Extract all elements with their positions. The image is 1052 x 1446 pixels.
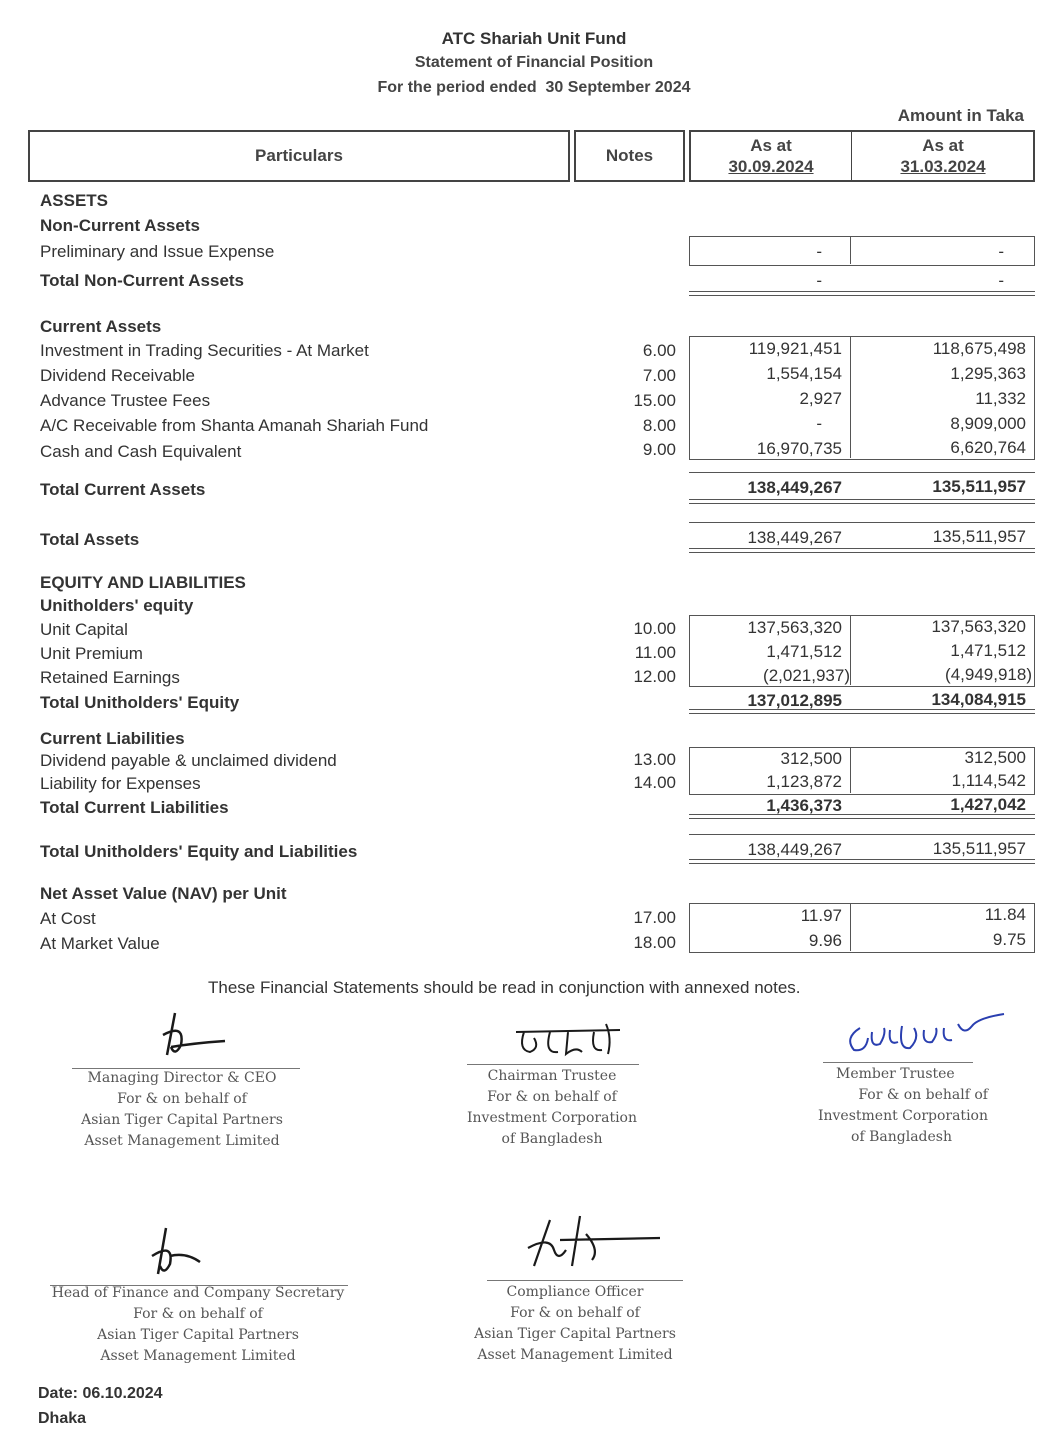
current-asset-note: 7.00 bbox=[642, 366, 676, 385]
equity-row-label: Unit Capital bbox=[40, 620, 128, 639]
equity-row-v2: 1,471,512 bbox=[950, 641, 1026, 660]
grand-total-v1: 138,449,267 bbox=[747, 840, 842, 859]
amount-header bbox=[689, 130, 1035, 182]
signatory-on-behalf: For & on behalf of bbox=[117, 1091, 247, 1107]
equity-row-label: Unit Premium bbox=[40, 644, 143, 663]
chairman-signatory bbox=[432, 1066, 672, 1150]
grand-total-label: Total Unitholders' Equity and Liabilities bbox=[40, 842, 358, 861]
equity-row-v1: (2,021,937) bbox=[763, 666, 850, 685]
current-asset-v1: 2,927 bbox=[799, 389, 842, 408]
assets-heading: ASSETS bbox=[40, 191, 109, 210]
total-equity-label: Total Unitholders' Equity bbox=[40, 693, 240, 712]
compliance-officer-signatory bbox=[455, 1282, 695, 1366]
col2-header bbox=[853, 135, 1033, 177]
equity-row-v2: 137,563,320 bbox=[931, 617, 1026, 636]
total-liabilities-double-rule bbox=[689, 814, 1035, 819]
current-asset-note: 6.00 bbox=[642, 341, 676, 360]
signatory-org-line1: Investment Corporation bbox=[817, 1108, 988, 1124]
nav-row-v2: 9.75 bbox=[992, 930, 1026, 949]
nav-row-note: 17.00 bbox=[633, 908, 676, 927]
nav-row-label: At Market Value bbox=[40, 934, 160, 953]
equity-row-v1: 137,563,320 bbox=[747, 618, 842, 637]
equity-row-v1: 1,471,512 bbox=[766, 642, 842, 661]
particulars-header-label: Particulars bbox=[255, 146, 343, 165]
signatory-on-behalf: For & on behalf of bbox=[858, 1087, 988, 1103]
current-asset-v1: 119,921,451 bbox=[748, 339, 842, 358]
equity-row-v2: (4,949,918) bbox=[945, 665, 1032, 684]
current-asset-label: Cash and Cash Equivalent bbox=[40, 442, 242, 461]
signatory-title: Head of Finance and Company Secretary bbox=[51, 1285, 345, 1301]
total-assets-double-rule bbox=[689, 548, 1035, 553]
current-asset-label: Dividend Receivable bbox=[40, 366, 195, 385]
compliance-officer-signature-line bbox=[487, 1280, 683, 1281]
signatory-org-line1: Asian Tiger Capital Partners bbox=[474, 1326, 676, 1342]
liability-row-v2: 312,500 bbox=[964, 748, 1026, 767]
current-asset-label: Advance Trustee Fees bbox=[40, 391, 211, 410]
head-finance-signatory bbox=[48, 1283, 348, 1367]
total-assets-label: Total Assets bbox=[40, 530, 140, 549]
current-asset-v1: - bbox=[816, 414, 822, 433]
member-trustee-signatory bbox=[778, 1064, 1018, 1148]
nav-row-v1: 9.96 bbox=[808, 931, 842, 950]
signatory-org-line2: of Bangladesh bbox=[501, 1131, 603, 1147]
current-liabilities-heading: Current Liabilities bbox=[40, 729, 185, 748]
disclaimer-text: These Financial Statements should be read in conjunction with annexed notes. bbox=[208, 978, 801, 997]
equity-box-divider bbox=[850, 616, 851, 685]
fund-name: ATC Shariah Unit Fund bbox=[441, 29, 627, 48]
signatory-title: Compliance Officer bbox=[506, 1284, 644, 1300]
signatory-title: Chairman Trustee bbox=[487, 1068, 617, 1084]
member-trustee-signature-line bbox=[823, 1062, 973, 1063]
liability-row-v1: 312,500 bbox=[780, 749, 842, 768]
total-current-assets-v2: 135,511,957 bbox=[932, 477, 1026, 496]
total-current-liabilities-label: Total Current Liabilities bbox=[40, 798, 229, 817]
member-trustee-signature bbox=[840, 1008, 1010, 1060]
statement-place: Dhaka bbox=[38, 1410, 87, 1427]
total-current-liabilities-v1: 1,436,373 bbox=[766, 796, 842, 815]
preliminary-box-divider bbox=[850, 237, 851, 264]
unitholders-equity-heading: Unitholders' equity bbox=[40, 596, 194, 615]
notes-header-label: Notes bbox=[605, 146, 654, 165]
current-assets-box-divider bbox=[850, 337, 851, 458]
col1-header-date: 30.09.2024 bbox=[728, 157, 814, 176]
liability-row-label: Dividend payable & unclaimed dividend bbox=[40, 751, 337, 770]
nav-row-label: At Cost bbox=[40, 909, 96, 928]
total-assets-v1: 138,449,267 bbox=[747, 528, 842, 547]
signatory-title: Managing Director & CEO bbox=[87, 1070, 277, 1086]
total-current-assets-double-rule bbox=[689, 499, 1035, 504]
compliance-officer-signature bbox=[520, 1210, 670, 1276]
liability-row-label: Liability for Expenses bbox=[40, 774, 201, 793]
liability-row-v2: 1,114,542 bbox=[951, 771, 1026, 790]
total-assets-top-rule bbox=[689, 522, 1035, 523]
total-equity-v2: 134,084,915 bbox=[931, 690, 1026, 709]
current-asset-v2: 11,332 bbox=[975, 389, 1026, 408]
preliminary-expense-label: Preliminary and Issue Expense bbox=[40, 242, 275, 261]
preliminary-box bbox=[689, 236, 1035, 266]
currency-note: Amount in Taka bbox=[897, 106, 1024, 125]
total-non-current-assets-v2: - bbox=[998, 271, 1004, 290]
chairman-signature bbox=[510, 1018, 630, 1062]
total-non-current-assets-label: Total Non-Current Assets bbox=[40, 271, 245, 290]
equity-row-label: Retained Earnings bbox=[40, 668, 180, 687]
col2-header-date: 31.03.2024 bbox=[900, 157, 986, 176]
md-ceo-signature bbox=[145, 1005, 235, 1065]
total-equity-double-rule bbox=[689, 709, 1035, 714]
signatory-org-line1: Asian Tiger Capital Partners bbox=[81, 1112, 283, 1128]
current-asset-v2: 8,909,000 bbox=[950, 414, 1026, 433]
current-asset-note: 15.00 bbox=[633, 391, 676, 410]
head-finance-signature bbox=[140, 1222, 220, 1284]
grand-total-v2: 135,511,957 bbox=[932, 839, 1026, 858]
preliminary-expense-v1: - bbox=[816, 242, 822, 261]
total-current-liabilities-v2: 1,427,042 bbox=[950, 795, 1026, 814]
notes-header bbox=[574, 130, 685, 182]
total-assets-v2: 135,511,957 bbox=[932, 527, 1026, 546]
preliminary-expense-v2: - bbox=[998, 242, 1004, 261]
current-assets-heading: Current Assets bbox=[40, 317, 162, 336]
md-ceo-signatory bbox=[62, 1068, 302, 1152]
equity-row-note: 10.00 bbox=[633, 619, 676, 638]
nav-heading: Net Asset Value (NAV) per Unit bbox=[40, 884, 287, 903]
total-current-assets-label: Total Current Assets bbox=[40, 480, 206, 499]
total-non-current-double-rule bbox=[689, 291, 1035, 296]
signatory-org-line2: of Bangladesh bbox=[851, 1129, 952, 1145]
signatory-title: Member Trustee bbox=[836, 1066, 955, 1082]
signatory-on-behalf: For & on behalf of bbox=[487, 1089, 617, 1105]
liability-row-note: 14.00 bbox=[633, 773, 676, 792]
current-asset-v2: 1,295,363 bbox=[950, 364, 1026, 383]
current-asset-label: Investment in Trading Securities - At Market bbox=[40, 341, 369, 360]
liability-row-v1: 1,123,872 bbox=[766, 772, 842, 791]
amount-header-divider bbox=[851, 132, 852, 180]
current-asset-v2: 118,675,498 bbox=[932, 339, 1026, 358]
signatory-org-line2: Asset Management Limited bbox=[100, 1348, 296, 1364]
chairman-signature-line bbox=[467, 1064, 639, 1065]
current-asset-v2: 6,620,764 bbox=[950, 438, 1026, 457]
grand-total-double-rule bbox=[689, 859, 1035, 864]
signatory-on-behalf: For & on behalf of bbox=[133, 1306, 263, 1322]
total-current-assets-v1: 138,449,267 bbox=[747, 478, 842, 497]
total-equity-v1: 137,012,895 bbox=[747, 691, 842, 710]
non-current-assets-heading: Non-Current Assets bbox=[40, 216, 200, 235]
current-asset-label: A/C Receivable from Shanta Amanah Shariah Fund bbox=[40, 416, 429, 435]
nav-row-note: 18.00 bbox=[633, 933, 676, 952]
liabilities-box-divider bbox=[850, 748, 851, 793]
nav-box bbox=[689, 903, 1035, 953]
total-current-assets-top-rule bbox=[689, 472, 1035, 473]
signatory-org-line2: Asset Management Limited bbox=[84, 1133, 280, 1149]
statement-date: Date: 06.10.2024 bbox=[38, 1385, 163, 1402]
signatory-org-line1: Asian Tiger Capital Partners bbox=[97, 1327, 299, 1343]
total-non-current-assets-v1: - bbox=[816, 271, 822, 290]
equity-liabilities-heading: EQUITY AND LIABILITIES bbox=[40, 573, 246, 592]
signatory-org-line1: Investment Corporation bbox=[466, 1110, 638, 1126]
equity-row-note: 12.00 bbox=[633, 667, 676, 686]
col2-header-line1: As at bbox=[922, 136, 964, 155]
current-asset-note: 8.00 bbox=[642, 416, 676, 435]
grand-total-top-rule bbox=[689, 834, 1035, 835]
signatory-on-behalf: For & on behalf of bbox=[510, 1305, 640, 1321]
equity-row-note: 11.00 bbox=[634, 643, 676, 662]
liability-row-note: 13.00 bbox=[633, 750, 676, 769]
col1-header bbox=[691, 135, 851, 177]
nav-box-divider bbox=[850, 904, 851, 951]
signatory-org-line2: Asset Management Limited bbox=[477, 1347, 673, 1363]
col1-header-line1: As at bbox=[750, 136, 792, 155]
current-asset-v1: 16,970,735 bbox=[756, 439, 842, 458]
nav-row-v1: 11.97 bbox=[800, 906, 842, 925]
nav-row-v2: 11.84 bbox=[984, 905, 1026, 924]
current-asset-note: 9.00 bbox=[642, 440, 676, 459]
statement-period: For the period ended 30 September 2024 bbox=[377, 79, 691, 96]
particulars-header bbox=[28, 130, 570, 182]
current-asset-v1: 1,554,154 bbox=[766, 364, 842, 383]
statement-title: Statement of Financial Position bbox=[414, 54, 654, 71]
